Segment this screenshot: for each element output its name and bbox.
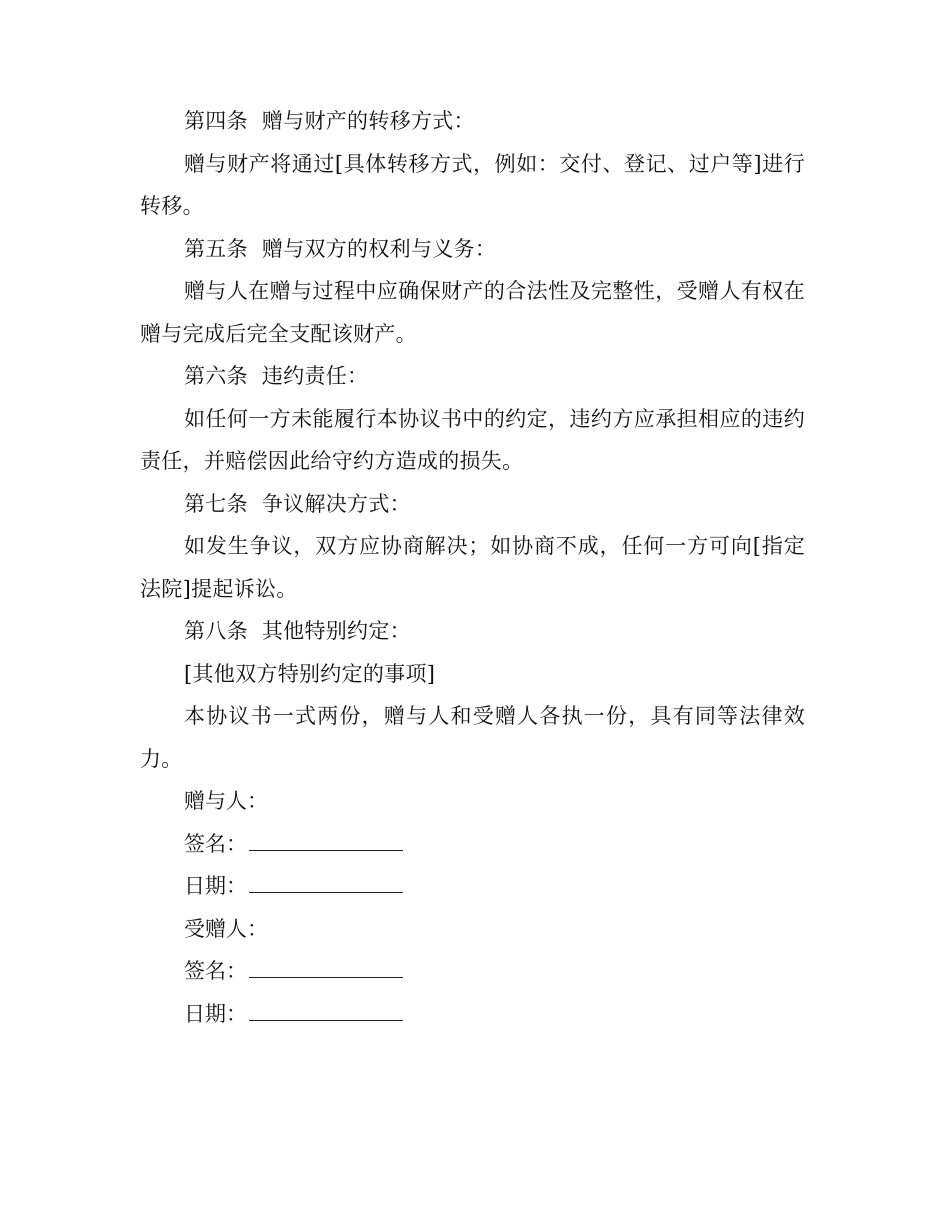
article-7-text: 如发生争议，双方应协商解决；如协商不成，任何一方可向[指定法院]提起诉讼。 <box>140 534 805 601</box>
donor-signature-row <box>140 823 805 866</box>
donor-date-row <box>140 865 805 908</box>
document-body <box>140 100 805 1035</box>
donee-date-label: 日期： <box>184 1001 247 1026</box>
donor-date-line[interactable] <box>249 874 403 893</box>
copies-clause: 本协议书一式两份，赠与人和受赠人各执一份，具有同等法律效力。 <box>140 704 805 771</box>
article-7-heading: 第七条 争议解决方式： <box>184 491 411 516</box>
donor-signature-label: 签名： <box>184 831 247 856</box>
donor-label <box>140 780 805 823</box>
donor-date-label: 日期： <box>184 874 247 898</box>
article-4-heading: 第四条 赠与财产的转移方式： <box>184 109 475 133</box>
donee-signature-line[interactable] <box>249 959 403 978</box>
article-4-text: 赠与财产将通过[具体转移方式，例如：交付、登记、过户等]进行转移。 <box>140 151 805 218</box>
donee-signature-row <box>140 950 805 993</box>
donee-label <box>140 908 805 951</box>
donor-signature-line[interactable] <box>249 832 403 851</box>
article-5-heading: 第五条 赠与双方的权利与义务： <box>184 236 497 261</box>
donee-signature-label: 签名： <box>184 959 247 983</box>
article-6-text: 如任何一方未能履行本协议书中的约定，违约方应承担相应的违约责任，并赔偿因此给守约方造成的损失。 <box>140 406 805 473</box>
donor-label-text: 赠与人： <box>184 789 268 813</box>
article-8-heading: 第八条 其他特别约定： <box>184 619 411 643</box>
article-5-text: 赠与人在赠与过程中应确保财产的合法性及完整性，受赠人有权在赠与完成后完全支配该财产。 <box>140 279 805 346</box>
article-8-text: [其他双方特别约定的事项] <box>184 661 436 686</box>
article-6-heading: 第六条 违约责任： <box>184 364 369 388</box>
donee-date-line[interactable] <box>249 1002 403 1021</box>
donee-label-text: 受赠人： <box>184 916 268 941</box>
donee-date-row <box>140 993 805 1036</box>
